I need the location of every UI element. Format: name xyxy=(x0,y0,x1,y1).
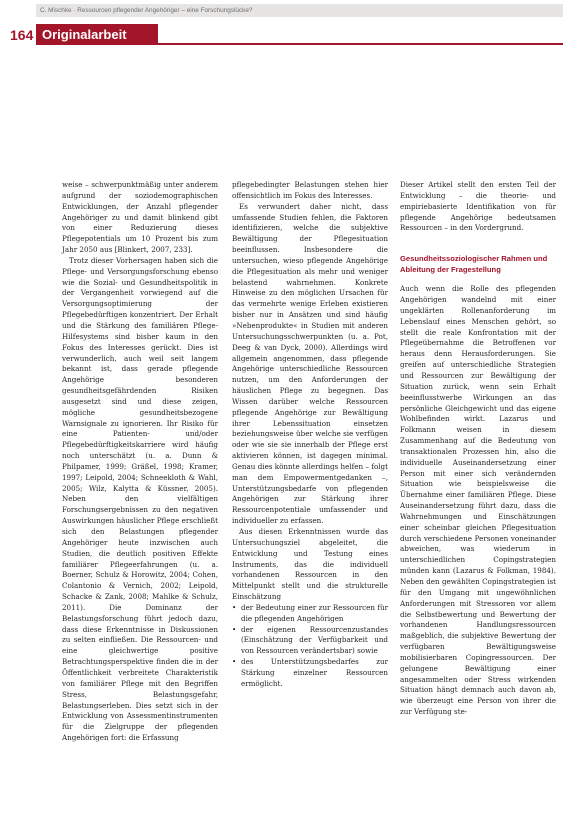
paragraph: pflegebedingter Belastungen stehen hier offensichtlich im Fokus des Interesses. xyxy=(232,180,388,200)
page-number: 164 xyxy=(10,27,34,43)
list-item: • der eigenen Ressourcenzustandes (Einschätzung der Verfügbarkeit und von Ressourcen verändertsbar) sowie xyxy=(232,625,388,658)
paragraph: Auch wenn die Rolle des pflegenden Angehörigen wandelnd mit einer ungeklärten Rollenanforderung im Lebenslauf eines Menschen gehört, so stellt die reale Konfrontation mit der Pflegeübernahme die Betroffenen vor heraus denn Herausforderungen. Sie greifen auf unterschiedliche Strategien und Ressourcen zur Bewältigung der Situation zurück, wenn sein Erhalt beeinflusstwerbe Wirkungen an das persönliche Gleichgewicht und das eigene Wohlbefinden wirkt. Lazarus und Folkmann weisen in diesem Zusammenhang auf die Bedeutung von transaktionalen Prozessen hin, also die individuelle Auseinandersetzung einer Person mit einer sich verändernden Situation wie beispielsweise die Übernahme einer familiären Pflege. Diese Auseinandersetzung führt dazu, dass die Wahrnehmungen und Einschätzungen einer scheinbar gleichen Pflegesituation durch verschiedene Personen voneinander abweichen, was wiederum in unterschiedlichen Copingstrategien münden kann (Lazarus & Folkman, 1984). Neben den gewählten Copingstrategien ist für den Umgang mit ungewöhnlichen Anforderungen mit Stressoren vor allem die Selbstbewertung und Bewertung der vorhandenen Handlungsressourcen maßgeblich, die subjektive Bewertung der verfügbaren Bewältigungsweise mobilisierbaren Copingressourcen. Der gelungene Bewältigung einer angesammelten oder Stress wirkenden Situation hängt demnach auch davon ab, wie überzeugt eine Person von ihrer die zur Verfügung ste- xyxy=(400,284,556,717)
list-item: • des Unterstützungsbedarfes zur Stärkung einzelner Ressourcen ermöglicht. xyxy=(232,657,388,690)
section-heading: Gesundheitssoziologischer Rahmen und Ableitung der Fragestellung xyxy=(400,254,548,274)
page-header xyxy=(0,0,569,52)
header-rule xyxy=(158,43,563,45)
running-head: C. Mischke · Ressourcen pflegender Angehöriger – eine Forschungslücke? xyxy=(36,4,563,17)
bullet-list xyxy=(232,603,388,690)
paragraph: Es verwundert daher nicht, dass umfassende Studien fehlen, die Faktoren identifizieren, welche die subjektive Bewältigung der Pflegesituation beeinflussen. Insbesondere die untersuchen, wieso pflegende Angehörige die Pflegesituation als mehr und weniger belastend wahrnehmen. Konkrete Hinweise zu den möglichen Ursachen für das vermehrte wenige Erleben existieren bisher nur in Ansätzen und sind häufig »Nebenprodukte« in Studien mit anderen Untersuchungsschwerpunkten (u. a. Pot, Deeg & van Dyck, 2000). Allerdings wird allgemein angenommen, dass pflegende Angehörige unterschiedliche Ressourcen nutzen, um den Anforderungen der häuslichen Pflege zu begegnen. Das Wissen darüber welche Ressourcen pflegende Angehörige zur Bewältigung ihrer Lebenssituation einsetzen beziehungsweise über welche sie verfügen oder wie sie sie innerhalb der Pflege erst aktivieren können, ist dagegen minimal. Genau dies könnte allerdings helfen – folgt man dem Empowermentgedanken –, Unterstützungsbedarfe von pflegenden Angehörigen zur Stärkung ihrer Ressourcenpotentiale umfassender und individueller zu erfassen. xyxy=(232,201,388,526)
column-3 xyxy=(400,180,556,718)
paragraph: weise – schwerpunktmäßig unter anderem aufgrund der soziodemographischen Entwicklungen, der Anzahl pflegender Angehöriger zu und damit blinkend gibt von einer Reduzierung dieses Pflegepotentials um 10 Prozent bis zum Jahr 2050 aus [Blinkert, 2007, 233]. xyxy=(62,180,218,255)
column-1 xyxy=(62,180,218,744)
paragraph: Dieser Artikel stellt den ersten Teil der Entwicklung – die theorie- und empiriebasierte Identifikation von für pflegende Angehörige bedeutsamen Ressourcen – in den Vordergrund. xyxy=(400,180,556,233)
paragraph: Trotz dieser Vorhersagen haben sich die Pflege- und Versorgungsforschung ebenso wie die Sozial- und Gesundheitspolitik in der Vergangenheit vorwiegend auf die Versorgungsoptimierung der Pflegebedürftigen konzentriert. Der Erhalt und die Stärkung des familiären Pflege-Hilfesystems sind bisher kaum in den Fokus des Interesses gerückt. Dies ist verwunderlich, auch weil seit langem bekannt ist, dass gerade pflegende Angehörige besonderen gesundheitsgefährdenden Risiken ausgesetzt sind und diese zeigen, mögliche gesundheitsbezogene Warnsignale zu ignorieren. Ihr Risiko für eine Patienten- und/oder Pflegebedürftigkeitskarriere wird häufig noch unterschätzt (u. a. Dunn & Philpamer, 1999; Gräßel, 1998; Kramer, 1997; Leipold, 2004; Schneekloth & Wahl, 2005; Wilz, Kalytta & Küssner, 2005). Neben den vielfältigen Forschungsergebnissen zu den negativen Auswirkungen häuslicher Pflege erschließt sich den Belastungen pflegender Angehöriger heute inzwischen auch Studien, die deutlich positiven Effekte familiärer Pflegeerfahrungen (u. a. Boerner, Schulz & Horowitz, 2004; Cohen, Colantonio & Vernich, 2002; Leipold, Schacke & Zank, 2008; Mahlke & Schulz, 2011). Die Dominanz der Belastungsforschung führt jedoch dazu, dass diese Erkenntnisse in Diskussionen zu selten einfließen. Die Ressourcen- und eine gleichwertige positive Betrachtungsperspektive finden die in der Öffentlichkeit verbreitete Charakteristik von familiärer Pflege mit den Begriffen Stress, Belastungsgefahr, Belastungserleben. Dies setzt sich in der Entwicklung von Assessmentinstrumenten für die Zielgruppe der pflegenden Angehörigen fort: die Erfassung xyxy=(62,255,218,743)
column-2 xyxy=(232,180,388,690)
list-item: • der Bedeutung einer zur Ressourcen für die pflegenden Angehörigen xyxy=(232,603,388,625)
page-bar xyxy=(0,24,569,45)
section-tag: Originalarbeit xyxy=(36,24,158,45)
paragraph: Aus diesen Erkenntnissen wurde das Untersuchungsziel abgeleitet, die Entwicklung und Testung eines Instruments, das die individuell vorhandenen Ressourcen in den Mittelpunkt stellt und die strukturelle Einschätzung xyxy=(232,527,388,602)
